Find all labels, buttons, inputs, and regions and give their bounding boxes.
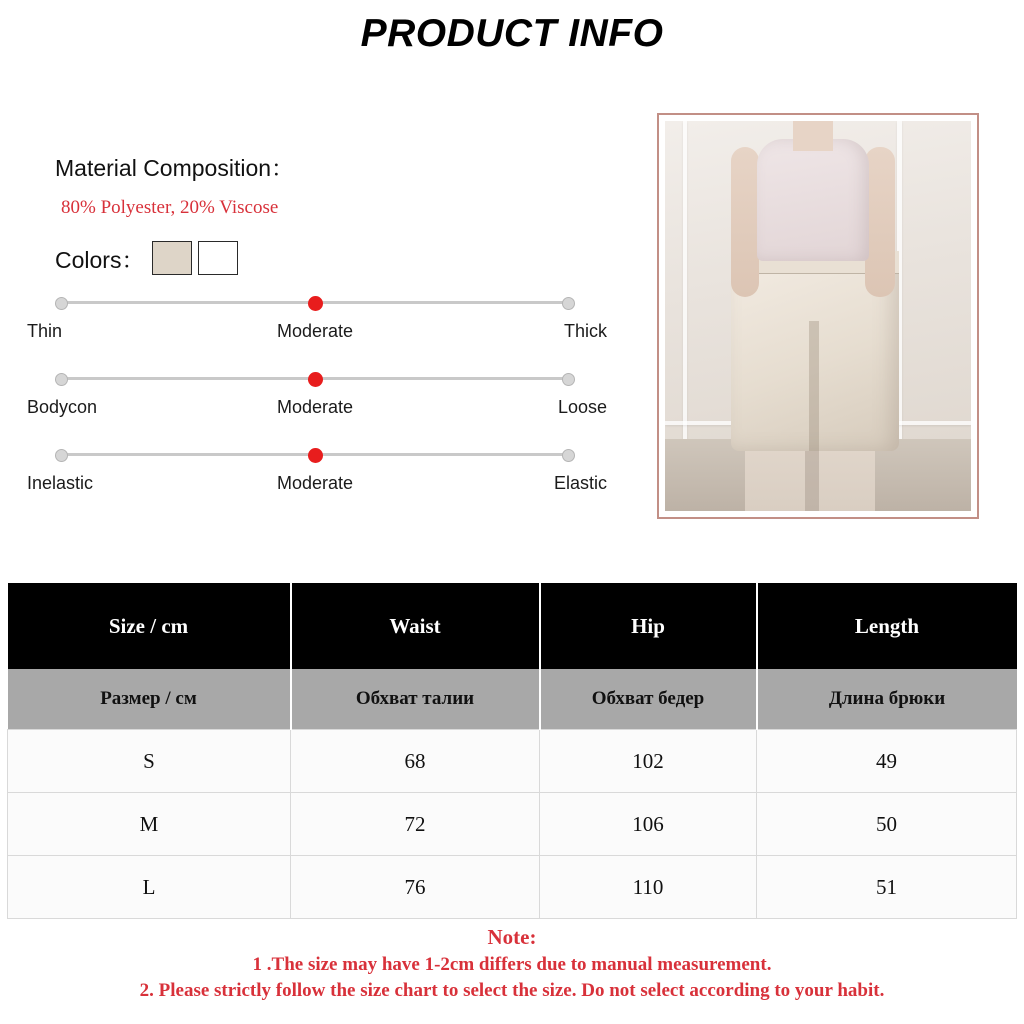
- table-row: [8, 730, 1017, 793]
- table-header-row: [8, 583, 1017, 669]
- slider-elasticity-label-right: Elastic: [553, 473, 607, 493]
- note-line-1: 1 .The size may have 1-2cm differs due to manual measurement.: [252, 954, 772, 975]
- cell-waist: 72: [291, 793, 540, 856]
- product-info-panel: [27, 150, 615, 525]
- material-composition-label: Material Composition：: [55, 155, 295, 181]
- cell-hip: 110: [540, 856, 757, 919]
- cell-hip: 102: [540, 730, 757, 793]
- header-length: Length: [757, 583, 1017, 669]
- slider-thickness-label-mid: Moderate: [276, 321, 354, 341]
- color-swatch-beige[interactable]: [152, 241, 192, 275]
- slider-fit-label-left: Bodycon: [27, 397, 98, 417]
- slider-fit-knob-right[interactable]: [562, 373, 575, 386]
- slider-thickness-track[interactable]: [55, 297, 575, 309]
- cell-size: L: [8, 856, 291, 919]
- slider-fit-labels: [27, 397, 607, 419]
- slider-elasticity-knob-right[interactable]: [562, 449, 575, 462]
- header-hip: Hip: [540, 583, 757, 669]
- notes-section: [0, 925, 1024, 1006]
- slider-fit-track[interactable]: [55, 373, 575, 385]
- model-arm-left: [731, 147, 759, 297]
- slider-elasticity-track[interactable]: [55, 449, 575, 461]
- slider-thickness-label-right: Thick: [563, 321, 607, 341]
- slider-elasticity-knob-selected[interactable]: [308, 448, 323, 463]
- cell-size: S: [8, 730, 291, 793]
- model-arm-right: [865, 147, 895, 297]
- cell-waist: 68: [291, 730, 540, 793]
- slider-fit[interactable]: [27, 373, 607, 419]
- slider-fit-knob-selected[interactable]: [308, 372, 323, 387]
- header-ru-length: Длина брюки: [757, 669, 1017, 730]
- table-row-ru-headers: [8, 669, 1017, 730]
- note-title: Note:: [487, 925, 537, 949]
- slider-elasticity-labels: [27, 473, 607, 495]
- header-ru-waist: Обхват талии: [291, 669, 540, 730]
- cell-length: 49: [757, 730, 1017, 793]
- model-neck: [793, 121, 833, 151]
- slider-thickness-labels: [27, 321, 607, 343]
- slider-elasticity-knob-left[interactable]: [55, 449, 68, 462]
- cell-length: 51: [757, 856, 1017, 919]
- page-title: PRODUCT INFO: [360, 12, 664, 55]
- colors-label: Colors：: [55, 246, 145, 273]
- material-composition-value: 80% Polyester, 20% Viscose: [61, 197, 279, 218]
- table-row: [8, 793, 1017, 856]
- size-chart-table: [7, 583, 1017, 919]
- header-ru-hip: Обхват бедер: [540, 669, 757, 730]
- header-size: Size / cm: [8, 583, 291, 669]
- header-ru-size: Размер / см: [8, 669, 291, 730]
- table-row: [8, 856, 1017, 919]
- slider-elasticity[interactable]: [27, 449, 607, 495]
- cell-waist: 76: [291, 856, 540, 919]
- cell-size: M: [8, 793, 291, 856]
- color-swatch-white[interactable]: [198, 241, 238, 275]
- cell-hip: 106: [540, 793, 757, 856]
- size-chart-body: [8, 669, 1017, 919]
- cell-length: 50: [757, 793, 1017, 856]
- slider-thickness[interactable]: [27, 297, 607, 343]
- product-photo-frame: [657, 113, 979, 519]
- slider-elasticity-label-mid: Moderate: [276, 473, 354, 493]
- colors-row: [55, 241, 615, 275]
- slider-thickness-knob-selected[interactable]: [308, 296, 323, 311]
- product-photo: [665, 121, 971, 511]
- model-shorts-seam: [809, 321, 819, 451]
- note-line-2: 2. Please strictly follow the size chart to select the size. Do not select according to your habit.: [139, 980, 885, 1001]
- model-top: [757, 139, 869, 261]
- slider-thickness-knob-left[interactable]: [55, 297, 68, 310]
- slider-fit-label-mid: Moderate: [276, 397, 354, 417]
- slider-elasticity-label-left: Inelastic: [27, 473, 94, 493]
- slider-thickness-label-left: Thin: [27, 321, 63, 341]
- size-chart-header-en: [8, 583, 1017, 669]
- slider-fit-knob-left[interactable]: [55, 373, 68, 386]
- slider-fit-label-right: Loose: [557, 397, 607, 417]
- slider-thickness-knob-right[interactable]: [562, 297, 575, 310]
- header-waist: Waist: [291, 583, 540, 669]
